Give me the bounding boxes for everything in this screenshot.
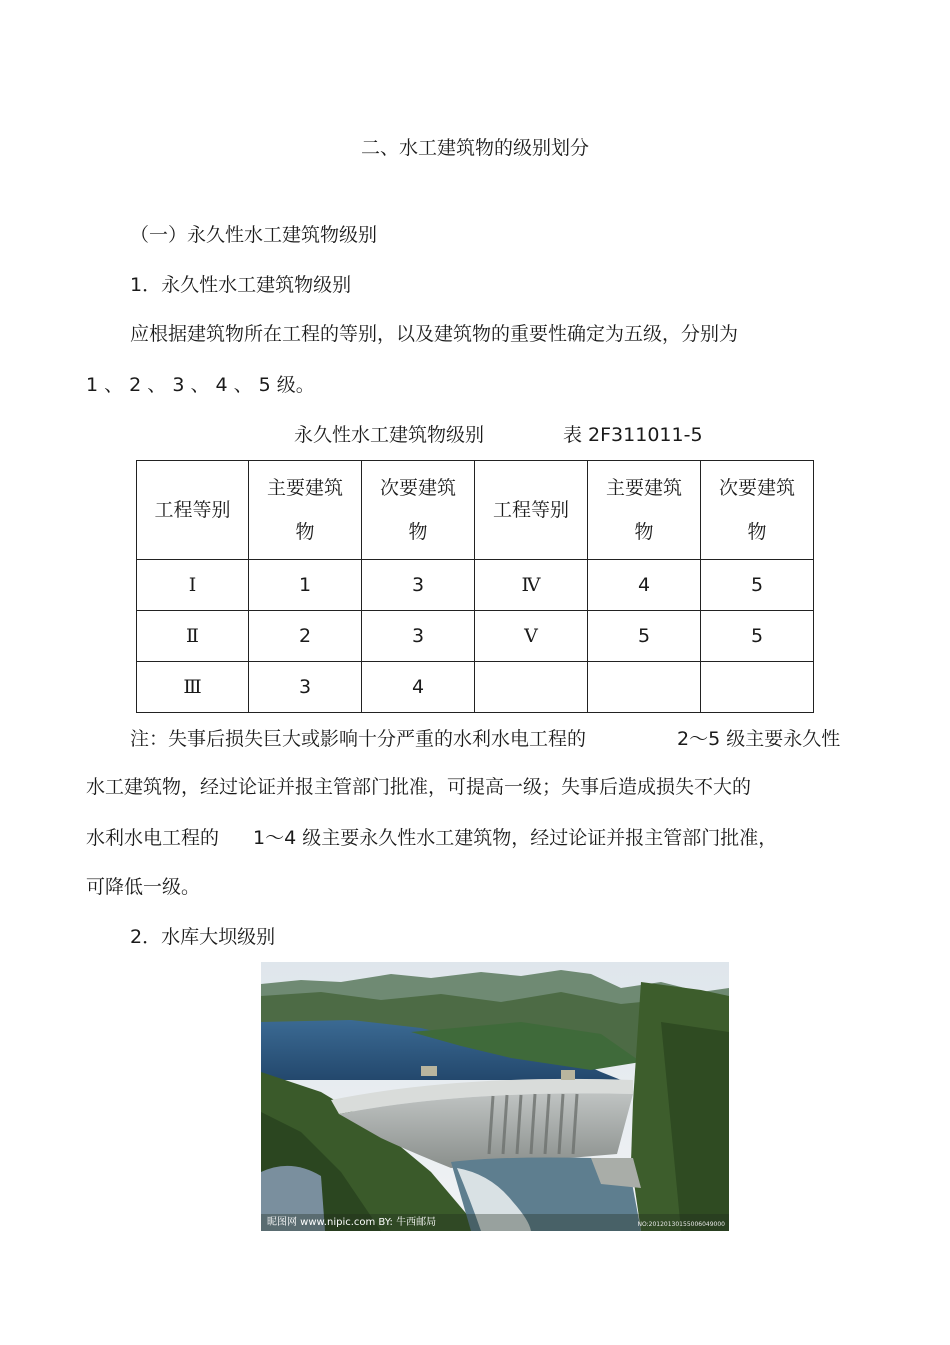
note-line2: 水工建筑物，经过论证并报主管部门批准，可提高一级；失事后造成损失不大的 (86, 776, 752, 798)
header-main-building: 主要建筑 物 (249, 461, 362, 560)
header-secondary-building-2: 次要建筑 物 (701, 461, 814, 560)
paragraph1-line2: 1 、 2 、 3 、 4 、 5 级。 (86, 374, 315, 396)
table-row (137, 560, 814, 611)
dam-photo-illustration (261, 962, 729, 1231)
note-line3-a: 水利水电工程的 (86, 827, 220, 849)
table-row (137, 611, 814, 662)
table-cell-grade (475, 662, 588, 713)
table-cell-grade: Ⅳ (475, 560, 588, 611)
header-project-grade-2: 工程等别 (475, 461, 588, 560)
dam-photo (261, 962, 729, 1231)
subsection-title: （一）永久性水工建筑物级别 (130, 224, 378, 246)
table-caption-number: 表 2F311011-5 (563, 424, 703, 446)
table-cell-secondary (701, 662, 814, 713)
item2-title: 2．水库大坝级别 (130, 926, 276, 948)
table-row (137, 662, 814, 713)
header-main-building-2: 主要建筑 物 (588, 461, 701, 560)
photo-watermark: 昵图网 www.nipic.com BY: 牛西邮局 (267, 1217, 437, 1228)
table-cell-secondary: 5 (701, 560, 814, 611)
table-cell-grade: Ⅱ (137, 611, 249, 662)
table-cell-main: 1 (249, 560, 362, 611)
section-title: 二、水工建筑物的级别划分 (360, 137, 589, 159)
table-caption-name: 永久性水工建筑物级别 (294, 424, 485, 446)
note-line1-a: 注：失事后损失巨大或影响十分严重的水利水电工程的 (130, 728, 587, 750)
item1-title: 1．永久性水工建筑物级别 (130, 274, 352, 296)
note-line3-b: 1～4 级主要永久性水工建筑物，经过论证并报主管部门批准， (253, 827, 778, 849)
table-cell-secondary: 3 (362, 560, 475, 611)
table-cell-secondary: 4 (362, 662, 475, 713)
header-secondary-building: 次要建筑 物 (362, 461, 475, 560)
table-cell-secondary: 3 (362, 611, 475, 662)
photo-watermark-id: NO:20120130155006049000 (637, 1221, 725, 1228)
note-line4: 可降低一级。 (86, 876, 201, 898)
paragraph1-line1: 应根据建筑物所在工程的等别，以及建筑物的重要性确定为五级，分别为 (130, 323, 739, 345)
table-cell-main: 2 (249, 611, 362, 662)
table-cell-grade: Ⅴ (475, 611, 588, 662)
table-cell-secondary: 5 (701, 611, 814, 662)
table-cell-main: 3 (249, 662, 362, 713)
table-cell-main: 4 (588, 560, 701, 611)
table-cell-grade: Ⅲ (137, 662, 249, 713)
grade-table (136, 460, 814, 713)
table-header-row (137, 461, 814, 560)
table-cell-grade: Ⅰ (137, 560, 249, 611)
table-cell-main (588, 662, 701, 713)
table-cell-main: 5 (588, 611, 701, 662)
note-line1-b: 2～5 级主要永久性 (677, 728, 841, 750)
header-project-grade: 工程等别 (137, 461, 249, 560)
